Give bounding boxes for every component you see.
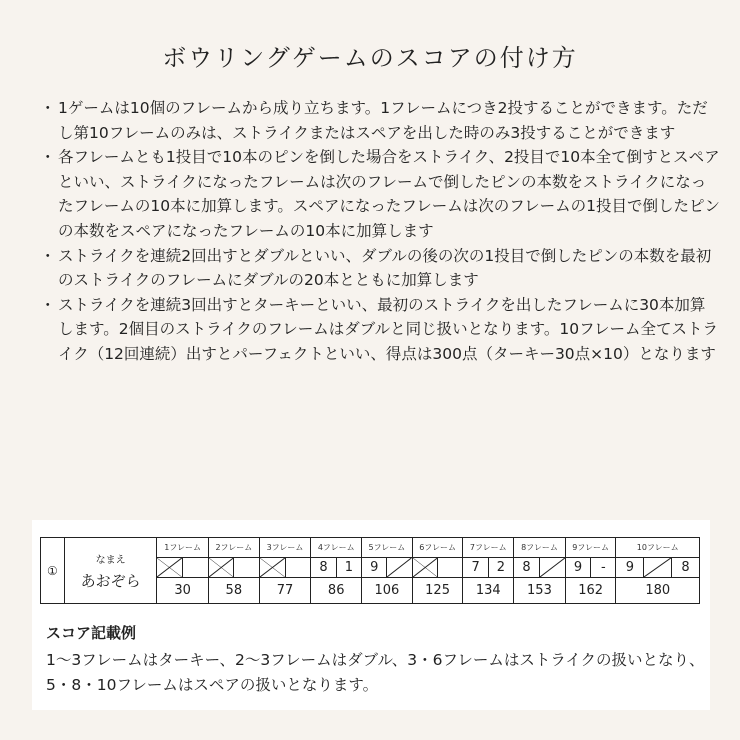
frame-marks xyxy=(413,558,463,578)
player-name: あおぞら xyxy=(80,571,141,590)
frame-6 xyxy=(413,538,464,603)
frame-label: 3フレーム xyxy=(260,538,311,558)
bullet: ・ xyxy=(40,99,56,117)
bullet: ・ xyxy=(40,148,56,167)
frame-3 xyxy=(260,538,312,603)
rule-item xyxy=(40,96,720,145)
spare-mark xyxy=(540,558,565,577)
rule-text: ストライクを連続2回出すとダブルといい、ダブルの後の次の1投目で倒したピンの本数を最初のストライクのフレームにダブルの20本とともに加算します xyxy=(58,246,712,290)
spare-mark xyxy=(387,558,411,577)
rule-item xyxy=(40,244,720,293)
strike-mark xyxy=(260,558,286,577)
frame-10 xyxy=(616,538,698,603)
example-text: 1〜3フレームはターキー、2〜3フレームはダブル、3・6フレームはストライクの扱いとなり、5・8・10フレームはスペアの扱いとなります。 xyxy=(46,651,705,694)
strike-mark xyxy=(413,558,438,577)
pin-count xyxy=(438,558,462,577)
frame-marks xyxy=(463,558,513,578)
rule-text: 各フレームとも1投目で10本のピンを倒した場合をストライク、2投目で10本全て倒すとスペアといい、ストライクになったフレームは次のフレームで倒したピンの本数をストライクになったフレームの10本に加算します。スペアになったフレームは次のフレームの1投目で倒したピンの本数をスペアになったフレームの10本に加算します xyxy=(58,148,720,240)
pin-count: 9 xyxy=(566,558,591,577)
frame-label: 2フレーム xyxy=(209,538,259,558)
pin-count: 9 xyxy=(362,558,387,577)
frame-9 xyxy=(566,538,617,603)
frame-marks xyxy=(311,558,361,578)
frame-marks xyxy=(566,558,616,578)
frame-marks xyxy=(157,558,208,578)
frame-score: 30 xyxy=(174,583,191,598)
frame-score: 134 xyxy=(475,583,501,598)
frame-label: 10フレーム xyxy=(616,538,698,558)
frame-label: 4フレーム xyxy=(311,538,361,558)
name-cell xyxy=(65,538,157,603)
pin-count: 8 xyxy=(311,558,336,577)
frame-score: 180 xyxy=(645,583,671,598)
frame-score: 153 xyxy=(527,583,552,598)
rule-item xyxy=(40,293,720,367)
name-label: なまえ xyxy=(95,554,126,566)
rule-text: ストライクを連続3回出すとターキーといい、最初のストライクを出したフレームに30本加算します。2個目のストライクのフレームはダブルと同じ扱いとなります。10フレーム全てストライク（12回連続）出すとパーフェクトといい、得点は300点（ターキー30点×10）となります xyxy=(58,295,718,363)
pin-count: 8 xyxy=(514,558,540,577)
spare-mark xyxy=(644,558,672,577)
frame-label: 9フレーム xyxy=(566,538,616,558)
frame-score: 58 xyxy=(225,583,243,598)
frame-label: 5フレーム xyxy=(362,538,412,558)
frame-score: 162 xyxy=(578,583,604,598)
frame-8 xyxy=(514,538,566,603)
frame-score: 86 xyxy=(327,583,345,598)
frame-marks xyxy=(260,558,311,578)
frame-5 xyxy=(362,538,413,603)
bullet: ・ xyxy=(40,246,56,265)
page-title: ボウリングゲームのスコアの付け方 xyxy=(162,44,578,72)
pin-count xyxy=(286,558,311,577)
frame-1 xyxy=(157,538,209,603)
frame-score: 125 xyxy=(425,583,450,598)
pin-count: 1 xyxy=(344,560,354,575)
pin-count xyxy=(234,558,258,577)
pin-count xyxy=(183,558,208,577)
frame-label: 6フレーム xyxy=(413,538,463,558)
frame-7 xyxy=(463,538,514,603)
frame-marks xyxy=(514,558,565,578)
frame-2 xyxy=(209,538,260,603)
strike-mark xyxy=(209,558,234,577)
pin-count: 8 xyxy=(681,560,690,575)
rules-list xyxy=(40,96,720,367)
frame-score: 77 xyxy=(276,583,294,598)
frame-marks xyxy=(362,558,412,578)
pin-count: 9 xyxy=(616,558,644,577)
example-panel xyxy=(32,520,710,710)
frame-marks xyxy=(209,558,259,578)
frame-marks xyxy=(616,558,698,578)
rule-text: 1ゲームは10個のフレームから成り立ちます。1フレームにつき2投することができます。ただし第10フレームのみは、ストライクまたはスペアを出した時のみ3投することができます xyxy=(58,99,708,142)
frame-4 xyxy=(311,538,362,603)
pin-count: 2 xyxy=(496,560,506,575)
rule-item xyxy=(40,145,720,243)
bullet: ・ xyxy=(40,295,56,314)
example-title: スコア記載例 xyxy=(46,624,137,642)
frame-label: 8フレーム xyxy=(514,538,565,558)
strike-mark xyxy=(157,558,183,577)
frame-label: 1フレーム xyxy=(157,538,208,558)
pin-count: 7 xyxy=(463,558,488,577)
score-sheet xyxy=(40,537,700,604)
frame-label: 7フレーム xyxy=(463,538,513,558)
frame-score: 106 xyxy=(374,583,400,598)
row-number: ① xyxy=(41,538,65,603)
pin-count: - xyxy=(600,560,606,575)
